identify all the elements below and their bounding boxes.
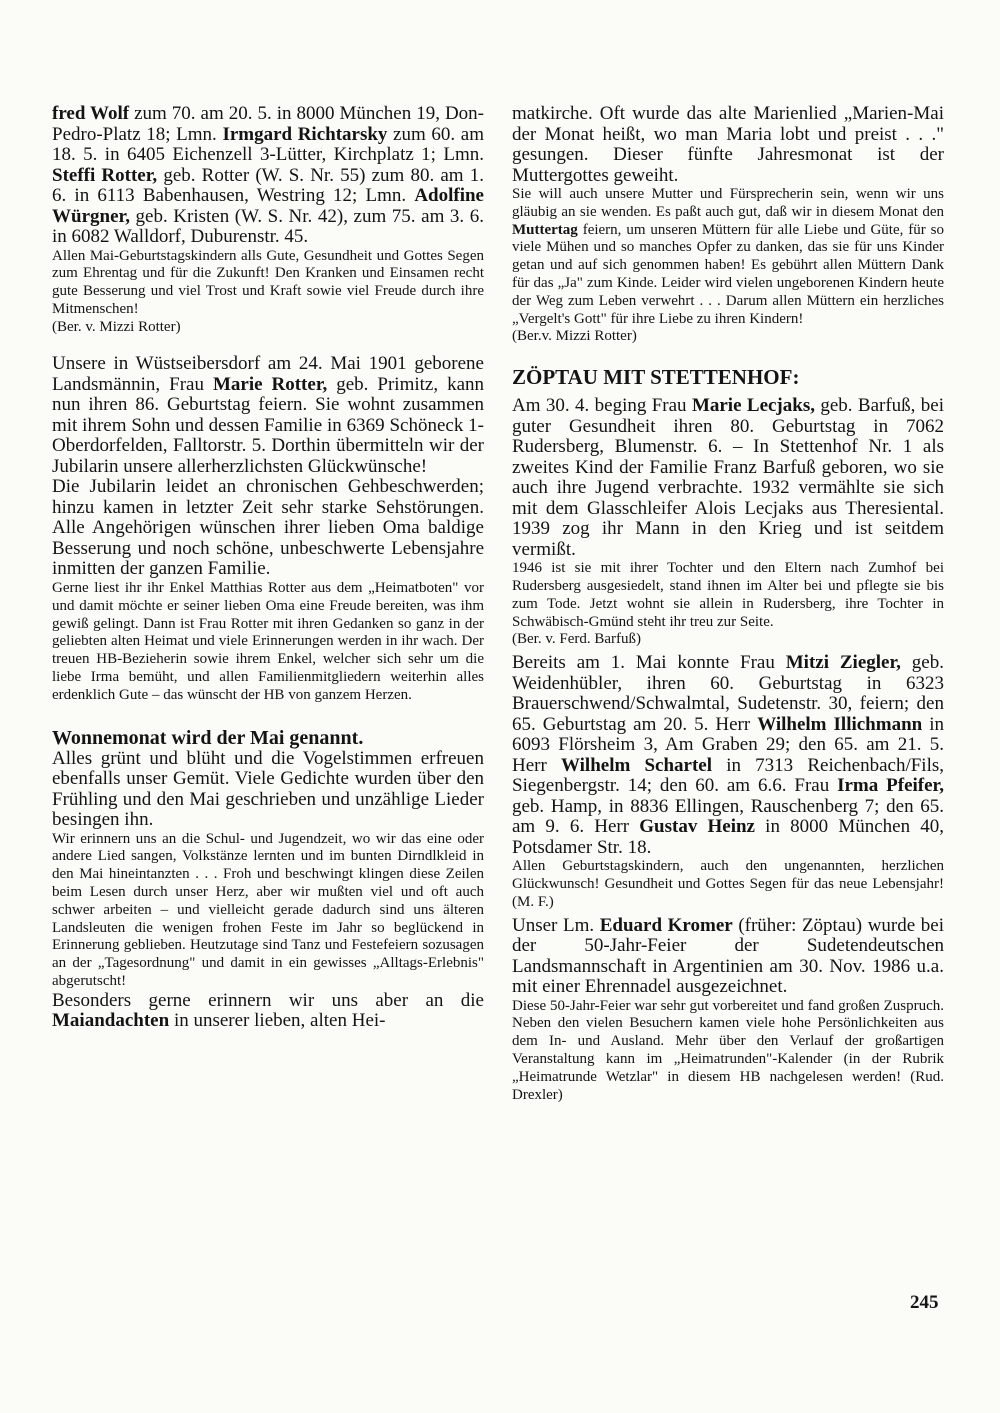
name-irma-pfeifer: Irma Pfeifer, — [837, 775, 944, 797]
memories-paragraph: Wir erinnern uns an die Schul- und Jugendzeit, wo wir das eine oder andere Lied sangen, Volkstänze lernten und im bunten Dirndlkleid in den Mai hineintanzten . . . Froh und beschwingt klingen diese Zeilen beim Lesen durch unser Herz, aber wir mußten viel und oft auch schwer arbeiten – und vielleicht gerade dadurch sind uns älteren Landsleuten die wenigen frohen Feste im Jahr so beglückend in Erinnerung geblieben. Heutzutage sind Tanz und Festefeiern sozusagen an der „Tagesordnung" und damit in ein gewisses „Alltags-Erlebnis" abgerutscht! — [52, 830, 484, 989]
greetings-paragraph: Allen Mai-Geburtstagskindern alls Gute, Gesundheit und Gottes Segen zum Ehrentag und für die Zukunft! Den Kranken und Einsamen recht gute Besserung und viel Trost und Kraft sowie viel Freude durch ihre Mitmenschen! — [52, 247, 484, 317]
section-heading-zoeptau: ZÖPTAU MIT STETTENHOF: — [512, 365, 800, 390]
left-column — [52, 104, 484, 1032]
name-irmgard-richtarsky: Irmgard Richtarsky — [222, 123, 388, 145]
section-heading-wonnemonat: Wonnemonat wird der Mai genannt. — [52, 726, 364, 749]
term-maiandachten: Maiandachten — [52, 1010, 170, 1032]
marie-rotter-paragraph: Unsere in Wüstseibersdorf am 24. Mai 1901 geborene Landsmännin, Frau Marie Rotter, geb. Primitz, kann nun ihren 86. Geburtstag feiern. Sie wohnt zusammen mit ihrem Sohn und dessen Familie in 6369 Schöneck 1-Oberdorfelden, Falltorstr. 5. Dorthin übermitteln wir der Jubilarin unsere allerherzlichsten Glückwünsche! — [52, 353, 484, 477]
right-column — [512, 104, 944, 1104]
birthdays-paragraph: Bereits am 1. Mai konnte Frau Mitzi Ziegler, geb. Weidenhübler, ihren 60. Geburtstag in 6323 Brauerschwend/Schwalmtal, Sudetenstr. 30, feiern; den 65. Geburtstag am 20. 5. Herr Wilhelm Illichmann in 6093 Flörsheim 3, Am Graben 29; den 65. am 21. 5. Herr Wilhelm Schartel in 7313 Reichenbach/Fils, Siegenbergstr. 14; den 60. am 6.6. Frau Irma Pfeifer, geb. Hamp, in 8836 Ellingen, Rauschenberg 7; den 65. am 9. 6. Herr Gustav Heinz in 8000 München 40, Potsdamer Str. 18. — [512, 652, 945, 858]
lecjaks-detail-paragraph: 1946 ist sie mit ihrer Tochter und den Eltern nach Zumhof bei Rudersberg ausgesiedelt, stand ihnen im Alter bei und pflegte sie bis zum Tode. Jetzt wohnt sie allein in Rudersberg, ihre Tochter in Schwäbisch-Gmünd steht ihr treu zur Seite. — [512, 560, 944, 630]
health-paragraph: Die Jubilarin leidet an chronischen Gehbeschwerden; hinzu kamen in letzter Zeit sehr starke Sehstörungen. Alle Angehörigen wünschen ihrer lieben Oma baldige Besserung und noch schöne, unbeschwerte Lebensjahre inmitten der ganzen Familie. — [52, 476, 484, 580]
birthday-list-paragraph: fred Wolf zum 70. am 20. 5. in 8000 München 19, Don-Pedro-Platz 18; Lmn. Irmgard Richtarsky zum 60. am 18. 5. in 6405 Eichenzell 3-Lütter, Kirchplatz 1; Lmn. Steffi Rotter, geb. Rotter (W. S. Nr. 55) zum 80. am 1. 6. in 6113 Babenhausen, Westring 12; Lmn. Adolfine Würgner, geb. Kristen (W. S. Nr. 42), zum 75. am 3. 6. in 6082 Walldorf, Duburenstr. 45. — [52, 103, 484, 247]
maiandachten-paragraph: Besonders gerne erinnern wir uns aber an die Maiandachten in unserer lieben, alten Hei- — [52, 989, 484, 1032]
name-marie-lecjaks: Marie Lecjaks, — [691, 395, 815, 417]
kromer-paragraph: Unser Lm. Eduard Kromer (früher: Zöptau) wurde bei der 50-Jahr-Feier der Sudetendeutschen Landsmannschaft in Argentinien am 30. Nov. 1986 u.a. mit einer Ehrennadel ausgezeichnet. — [512, 914, 945, 998]
birthday-wishes-paragraph: Allen Geburtstagskindern, auch den ungenannten, herzlichen Glückwunsch! Gesundheit und Gottes Segen für das neue Lebensjahr! (M. F.) — [512, 858, 944, 910]
muttertag-paragraph: Sie will auch unsere Mutter und Fürsprecherin sein, wenn wir uns gläubig an sie wenden. Es paßt auch gut, daß wir in diesem Monat den Muttertag feiern, um unseren Müttern für alle Liebe und Güte, für so viele Mühen und so manches Opfer zu danken, das sie für uns Kinder getan und auf sich genommen haben! Es gebührt allen Müttern Dank für das „Ja" zum Kinde. Leider wird vielen ungeborenen Kindern heute der Weg zum Leben verwehrt . . . Darum allen Müttern ein herzliches „Vergelt's Gott" für ihre Liebe zu ihren Kindern! — [512, 186, 944, 327]
name-mitzi-ziegler: Mitzi Ziegler, — [785, 652, 901, 674]
term-muttertag: Muttertag — [512, 221, 578, 238]
spring-paragraph: Alles grünt und blüht und die Vogelstimmen erfreuen ebenfalls unser Gemüt. Viele Gedichte wurden über den Frühling und den Mai geschrieben und unzählige Lieder besingen ihn. — [52, 747, 484, 831]
name-adolfine-wuergner: Adolfine Würgner, — [52, 185, 484, 227]
name-fred-wolf: fred Wolf — [52, 103, 130, 124]
name-steffi-rotter: Steffi Rotter, — [52, 164, 158, 186]
report-credit: (Ber. v. Mizzi Rotter) — [52, 318, 181, 335]
name-marie-rotter: Marie Rotter, — [212, 373, 328, 395]
marienlied-paragraph: matkirche. Oft wurde das alte Marienlied „Marien-Mai der Monat heißt, wo man Maria lobt und preist . . ." gesungen. Dieser fünfte Jahresmonat ist der Muttergottes geweiht. — [512, 103, 944, 186]
celebration-paragraph: Diese 50-Jahr-Feier war sehr gut vorbereitet und fand großen Zuspruch. Neben den vielen Besuchern kamen viele hohe Persönlichkeiten aus dem In- und Ausland. Mehr über den Verlauf der großartigen Veranstaltung kann im „Heimatrunden"-Kalender (in der Rubrik „Heimatrunde Wetzlar" in diesem HB nachgelesen werden! (Rud. Drexler) — [512, 997, 944, 1103]
name-wilhelm-schartel: Wilhelm Schartel — [560, 754, 713, 776]
lecjaks-paragraph: Am 30. 4. beging Frau Marie Lecjaks, geb. Barfuß, bei guter Gesundheit ihren 80. Geburtstag in 7062 Rudersberg, Blumenstr. 6. – In Stettenhof Nr. 1 als zweites Kind der Familie Franz Barfuß geboren, wo sie auch ihre Jugend verbrachte. 1932 vermählte sie sich mit dem Glasschleifer Alois Lecjaks aus Theresiental. 1939 zog ihr Mann in den Krieg und ist seitdem vermißt. — [512, 395, 945, 560]
name-eduard-kromer: Eduard Kromer — [599, 914, 733, 936]
grandson-paragraph: Gerne liest ihr ihr Enkel Matthias Rotter aus dem „Heimatboten" vor und damit möchte er seiner lieben Oma eine Freude bereiten, was ihm gewiß gelingt. Dann ist Frau Rotter mit ihren Gedanken so ganz in der geliebten alten Heimat und viele Erinnerungen werden in ihr wach. Der treuen HB-Bezieherin sowie ihrem Enkel, welcher sich sehr um die liebe Irma bemüht, und allen Familienmitgliedern weiterhin alles erdenklich Gute – das wünscht der HB von ganzem Herzen. — [52, 579, 484, 703]
page-number: 245 — [910, 1292, 939, 1313]
name-gustav-heinz: Gustav Heinz — [639, 816, 755, 838]
name-wilhelm-illichmann: Wilhelm Illichmann — [757, 713, 923, 735]
report-credit: (Ber. v. Ferd. Barfuß) — [512, 631, 641, 648]
report-credit: (Ber.v. Mizzi Rotter) — [512, 328, 637, 345]
